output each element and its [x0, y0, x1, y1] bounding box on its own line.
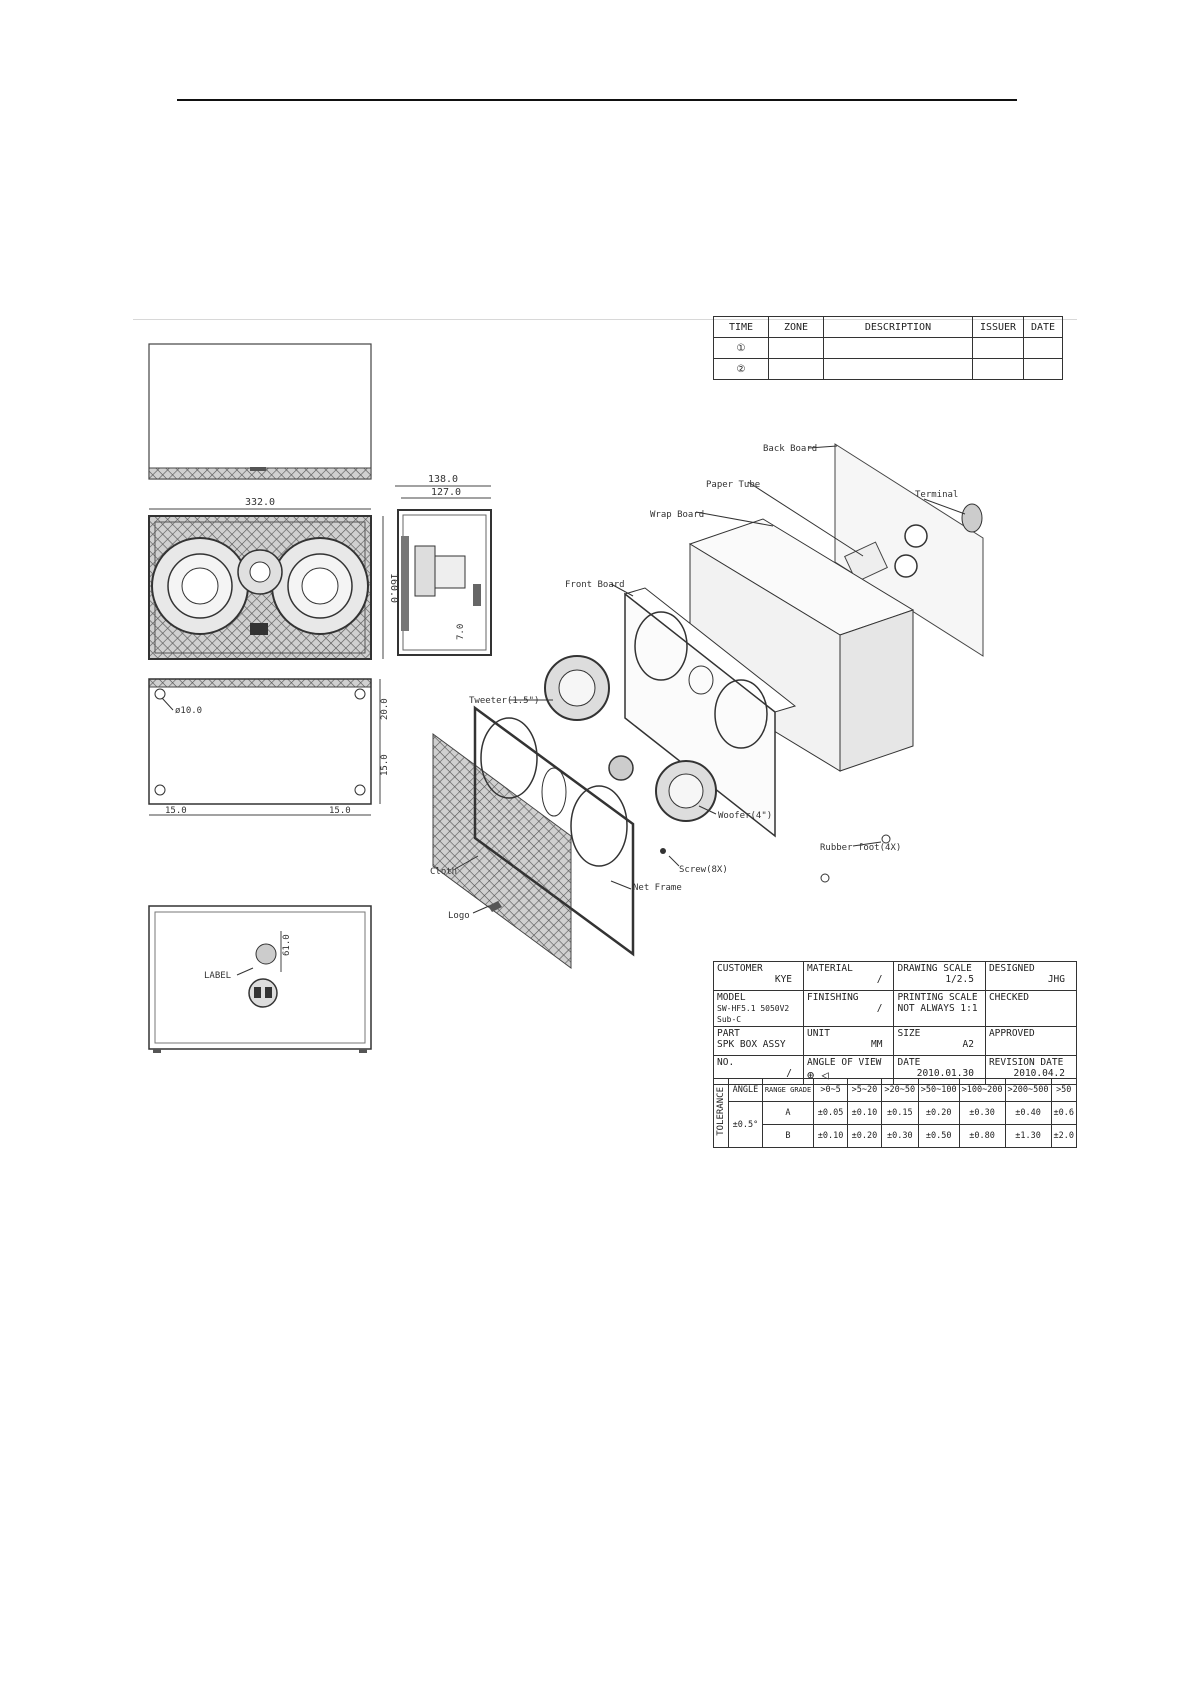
- tb-label: SIZE: [897, 1028, 921, 1039]
- tb-label: PRINTING SCALE: [897, 992, 978, 1003]
- table-row: [714, 1125, 1077, 1148]
- revision-header-row: [714, 317, 1063, 338]
- callout-rubber-foot: Rubber foot(4X): [820, 843, 902, 853]
- callout-woofer: Woofer(4"): [718, 811, 773, 821]
- rev-cell: [973, 359, 1024, 380]
- callout-cloth: Cloth: [430, 867, 458, 877]
- callout-screw: Screw(8X): [679, 865, 728, 875]
- tb-part: [714, 1027, 804, 1056]
- tb-value: SPK BOX ASSY: [717, 1039, 786, 1050]
- tol-value: ±0.6: [1051, 1102, 1077, 1125]
- rev-cell: [824, 338, 973, 359]
- tb-finishing: [804, 991, 894, 1027]
- tol-range: >50: [1051, 1079, 1077, 1102]
- tb-label: CHECKED: [988, 992, 1029, 1003]
- tb-unit: [804, 1027, 894, 1056]
- tb-checked: [985, 991, 1076, 1027]
- drawing-sheet: [133, 316, 1077, 1146]
- tb-label: MATERIAL: [807, 963, 853, 974]
- rev-cell: [769, 338, 824, 359]
- rev-col-date: DATE: [1024, 317, 1063, 338]
- bottom-view: [149, 679, 390, 816]
- tb-approved: [985, 1027, 1076, 1056]
- tol-value: ±0.40: [1005, 1102, 1051, 1125]
- tol-value: ±0.15: [881, 1102, 918, 1125]
- tol-range: >0~5: [814, 1079, 848, 1102]
- tb-value: SW-HF5.1 5050V2 Sub-C: [717, 1004, 790, 1024]
- exploded-view: [427, 444, 983, 968]
- front-view: [149, 497, 399, 659]
- tol-angle-label: ANGLE: [729, 1079, 763, 1102]
- tb-value: KYE: [774, 974, 793, 985]
- tol-range: >50~100: [918, 1079, 959, 1102]
- tb-label: ANGLE OF VIEW: [807, 1057, 882, 1068]
- table-row: [714, 359, 1063, 380]
- table-row: [714, 1102, 1077, 1125]
- dim-width: 332.0: [244, 497, 276, 508]
- tol-value: ±0.50: [918, 1125, 959, 1148]
- logo-badge: [250, 623, 268, 635]
- tb-value: /: [786, 1068, 793, 1079]
- tol-range: >200~500: [1005, 1079, 1051, 1102]
- foot-hole: [155, 689, 165, 699]
- tb-value: 1/2.5: [945, 974, 974, 985]
- terminal-back: [249, 979, 277, 1007]
- rev-cell: [824, 359, 973, 380]
- rev-cell: [1024, 338, 1063, 359]
- table-row: [714, 1079, 1077, 1102]
- tb-label: PART: [717, 1028, 740, 1039]
- top-view: [149, 344, 371, 479]
- dim-height: 160.0: [388, 572, 399, 604]
- rev-col-time: TIME: [714, 317, 769, 338]
- tol-value: ±0.05: [814, 1102, 848, 1125]
- header-rule: [177, 99, 1017, 101]
- callout-terminal: Terminal: [915, 490, 959, 500]
- tolerance-table: [713, 1078, 1077, 1148]
- tb-model: [714, 991, 804, 1027]
- callout-paper-tube: Paper Tube: [706, 480, 761, 490]
- tol-value: ±0.20: [918, 1102, 959, 1125]
- tolerance-side-text: TOLERANCE: [716, 1087, 726, 1136]
- rev-cell: ②: [714, 359, 769, 380]
- rev-cell: [973, 338, 1024, 359]
- tb-value: JHG: [1047, 974, 1065, 985]
- screw-part: [660, 848, 666, 854]
- dim-foot-v2: 15.0: [380, 754, 390, 776]
- rev-cell: ①: [714, 338, 769, 359]
- tb-label: CUSTOMER: [717, 963, 763, 974]
- tol-grade: A: [762, 1102, 813, 1125]
- tb-value: /: [876, 974, 883, 985]
- dim-depth-inner: 127.0: [430, 487, 462, 498]
- rev-col-description: DESCRIPTION: [824, 317, 973, 338]
- projection-symbol-icon: ⊕ ◁: [807, 1068, 829, 1082]
- callout-wrap-board: Wrap Board: [650, 510, 705, 520]
- rev-col-zone: ZONE: [769, 317, 824, 338]
- rubber-foot-part: [882, 835, 890, 843]
- tb-label: NO.: [717, 1057, 735, 1068]
- table-row: [714, 991, 1077, 1027]
- tb-label: UNIT: [807, 1028, 830, 1039]
- tb-size: [894, 1027, 985, 1056]
- tb-drawing-scale: [894, 962, 985, 991]
- dim-hole: ø10.0: [175, 706, 203, 716]
- tol-range: >20~50: [881, 1079, 918, 1102]
- tb-label: DATE: [897, 1057, 921, 1068]
- callout-back-board: Back Board: [763, 444, 818, 454]
- tb-value: /: [876, 1003, 883, 1014]
- tol-value: ±0.30: [959, 1102, 1005, 1125]
- rev-cell: [1024, 359, 1063, 380]
- tb-label: REVISION DATE: [988, 1057, 1064, 1068]
- tb-label: MODEL: [717, 992, 746, 1003]
- tol-value: ±1.30: [1005, 1125, 1051, 1148]
- tol-value: ±0.30: [881, 1125, 918, 1148]
- tolerance-side-label: [714, 1079, 729, 1148]
- table-row: [714, 338, 1063, 359]
- tol-value: ±0.10: [814, 1125, 848, 1148]
- tol-value: ±0.80: [959, 1125, 1005, 1148]
- tol-value: ±0.20: [847, 1125, 881, 1148]
- callout-logo: Logo: [448, 911, 470, 921]
- label-circle: [256, 944, 276, 964]
- dim-foot-h2: 15.0: [329, 806, 351, 816]
- tb-value: A2: [962, 1039, 974, 1050]
- back-view: [149, 906, 371, 1053]
- tb-label: FINISHING: [807, 992, 859, 1003]
- label-tag: LABEL: [204, 971, 232, 981]
- tb-label: APPROVED: [988, 1028, 1035, 1039]
- table-row: [714, 962, 1077, 991]
- tb-value: MM: [871, 1039, 883, 1050]
- callout-net-frame: Net Frame: [633, 883, 682, 893]
- tb-value: 2010.04.2: [1013, 1068, 1065, 1079]
- tb-value: NOT ALWAYS 1:1: [897, 1003, 978, 1014]
- dim-label: 61.0: [282, 934, 292, 956]
- tb-value: 2010.01.30: [916, 1068, 974, 1079]
- tol-value: ±2.0: [1051, 1125, 1077, 1148]
- tol-range-label: RANGE GRADE: [762, 1079, 813, 1102]
- dim-foot-v1: 20.0: [380, 698, 390, 720]
- dim-foot-h1: 15.0: [165, 806, 187, 816]
- tol-angle-value: ±0.5°: [729, 1102, 763, 1148]
- dim-depth-outer: 138.0: [427, 474, 459, 485]
- tol-value: ±0.10: [847, 1102, 881, 1125]
- rev-cell: [769, 359, 824, 380]
- rev-col-issuer: ISSUER: [973, 317, 1024, 338]
- table-row: [714, 1027, 1077, 1056]
- tol-range: >100~200: [959, 1079, 1005, 1102]
- tol-range: >5~20: [847, 1079, 881, 1102]
- side-view: [395, 474, 491, 655]
- revision-table: [713, 316, 1063, 380]
- terminal-part: [962, 504, 982, 532]
- title-block: [713, 961, 1077, 1085]
- tb-label: DRAWING SCALE: [897, 963, 972, 974]
- tb-material: [804, 962, 894, 991]
- tb-designed: [985, 962, 1076, 991]
- dim-offset: 7.0: [456, 623, 466, 640]
- tb-label: DESIGNED: [988, 963, 1035, 974]
- callout-tweeter: Tweeter(1.5"): [469, 696, 540, 706]
- tb-printing-scale: [894, 991, 985, 1027]
- callout-front-board: Front Board: [565, 580, 625, 590]
- tol-grade: B: [762, 1125, 813, 1148]
- tb-customer: [714, 962, 804, 991]
